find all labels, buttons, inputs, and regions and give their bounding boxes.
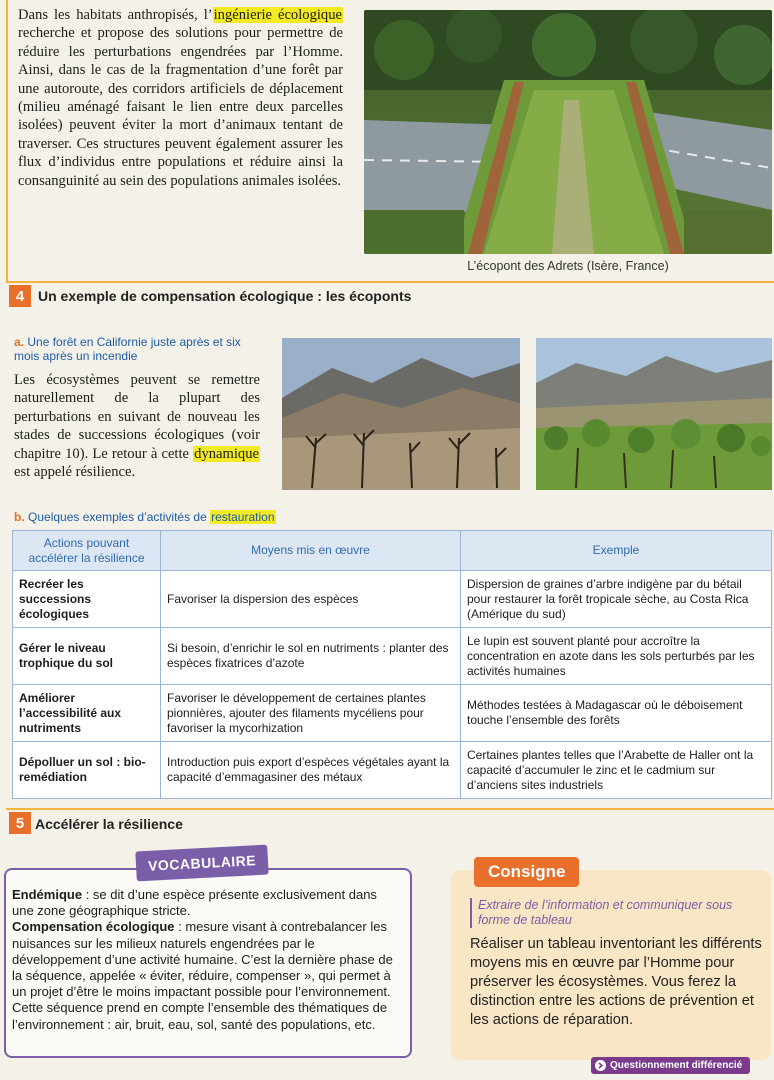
highlight-ingenierie: ingénierie écologique bbox=[213, 7, 342, 23]
consigne-method: Extraire de l’information et communiquer sous forme de tableau bbox=[470, 898, 760, 928]
highlight-restauration: restauration bbox=[211, 510, 275, 524]
vocabulary-tag: VOCABULAIRE bbox=[135, 845, 269, 882]
intro-paragraph bbox=[18, 6, 343, 190]
subheading-a bbox=[14, 335, 269, 363]
action-cell: Gérer le niveau trophique du sol bbox=[13, 628, 161, 685]
resilience-text-start: Les écosystèmes peuvent se remettre naturellement de la plupart des perturbations en suivant de nouveau les stades de successions écologiques (voir chapitre 10). Le retour à cette bbox=[14, 372, 260, 462]
ecopont-photo bbox=[364, 10, 772, 254]
section-divider bbox=[6, 808, 774, 810]
means-cell: Introduction puis export d’espèces végétales ayant la capacité d’emmagasiner des métaux bbox=[161, 742, 461, 799]
table-row bbox=[13, 742, 772, 799]
intro-text-start: Dans les habitats anthropisés, l’ bbox=[18, 7, 213, 23]
subheading-letter: b. bbox=[14, 510, 25, 524]
definition-compensation bbox=[12, 919, 402, 1032]
section-title: Un exemple de compensation écologique : les écoponts bbox=[38, 288, 412, 304]
burned-forest-photo bbox=[282, 338, 520, 490]
definition-endemique bbox=[12, 887, 402, 919]
table-row bbox=[13, 628, 772, 685]
button-label: Questionnement différencié bbox=[610, 1060, 743, 1071]
example-cell: Certaines plantes telles que l’Arabette de Haller ont la capacité d’accumuler le zinc et le cadmium sur d’anciens sites industriels bbox=[461, 742, 772, 799]
ecopont-caption: L’écopont des Adrets (Isère, France) bbox=[467, 259, 669, 273]
section-number-badge: 4 bbox=[9, 285, 31, 307]
recovered-forest-photo bbox=[536, 338, 772, 490]
means-cell: Si besoin, d’enrichir le sol en nutriments : planter des espèces fixatrices d’azote bbox=[161, 628, 461, 685]
example-cell: Dispersion de graines d’arbre indigène par du bétail pour restaurer la forêt tropicale sèche, au Costa Rica (Amérique du sud) bbox=[461, 571, 772, 628]
section-border bbox=[6, 0, 8, 282]
section-number-badge: 5 bbox=[9, 812, 31, 834]
consigne-instructions: Réaliser un tableau inventoriant les différents moyens mis en œuvre par l’Homme pour préserver les écosystèmes. Vous ferez la distinction entre les actions de prévention et les actions de réparation. bbox=[470, 936, 762, 1028]
term: Compensation écologique bbox=[12, 919, 175, 935]
definition: : mesure visant à contrebalancer les nuisances sur les milieux naturels engendrées par le développement d’une activité humaine. C’est la dernière phase de la séquence, appelée « éviter, réduire, compenser », qui permet à un projet d’être le moins impactant possible pour l’environnement. Cette séquence prend en compte l’ensemble des thématiques de l’environnement : air, bruit, eau, sol, santé des populations, etc. bbox=[12, 919, 393, 1032]
example-cell: Méthodes testées à Madagascar où le déboisement touche l’ensemble des forêts bbox=[461, 685, 772, 742]
action-cell: Recréer les successions écologiques bbox=[13, 571, 161, 628]
column-header: Exemple bbox=[461, 531, 772, 571]
differentiated-questions-button[interactable] bbox=[591, 1057, 750, 1074]
consigne-tag: Consigne bbox=[474, 857, 579, 887]
table-row bbox=[13, 685, 772, 742]
resilience-text-end: est appelé résilience. bbox=[14, 464, 136, 481]
subheading-b bbox=[14, 510, 276, 524]
section-title: Accélérer la résilience bbox=[35, 816, 183, 832]
column-header: Moyens mis en œuvre bbox=[161, 531, 461, 571]
action-cell: Améliorer l’accessibilité aux nutriments bbox=[13, 685, 161, 742]
example-cell: Le lupin est souvent planté pour accroître la concentration en azote dans les sols perturbés par les activités humaines bbox=[461, 628, 772, 685]
table-header-row bbox=[13, 531, 772, 571]
column-header: Actions pouvant accélérer la résilience bbox=[13, 531, 161, 571]
intro-text-end: recherche et propose des solutions pour permettre de réduire les perturbations engendrées par l’Homme. Ainsi, dans le cas de la fragmentation d’une forêt par une autoroute, des corridors artificiels de déplacement (milieu aménagé faisant le lien entre deux parcelles isolées) peuvent éviter la mort d’animaux tentant de traverser. Ces structures peuvent également assurer les flux d’individus entre populations et réduire ainsi la consanguinité au sein des populations animales isolées. bbox=[18, 25, 343, 189]
chevron-right-icon bbox=[595, 1060, 606, 1071]
term: Endémique bbox=[12, 887, 83, 902]
restoration-table bbox=[12, 530, 772, 799]
resilience-paragraph bbox=[14, 371, 260, 481]
highlight-dynamique: dynamique bbox=[194, 445, 259, 462]
means-cell: Favoriser le développement de certaines plantes pionnières, ajouter des filaments mycéliens pour favoriser la mycorhization bbox=[161, 685, 461, 742]
definition: : se dit d’une espèce présente exclusivement dans une zone géographique stricte. bbox=[12, 887, 377, 919]
section-divider bbox=[6, 281, 774, 283]
vocabulary-definitions bbox=[12, 887, 402, 1033]
means-cell: Favoriser la dispersion des espèces bbox=[161, 571, 461, 628]
table-row bbox=[13, 571, 772, 628]
subheading-text: Quelques exemples d’activités de bbox=[28, 510, 211, 524]
subheading-text: Une forêt en Californie juste après et six mois après un incendie bbox=[14, 335, 241, 363]
subheading-letter: a. bbox=[14, 335, 25, 349]
action-cell: Dépolluer un sol : bio-remédiation bbox=[13, 742, 161, 799]
